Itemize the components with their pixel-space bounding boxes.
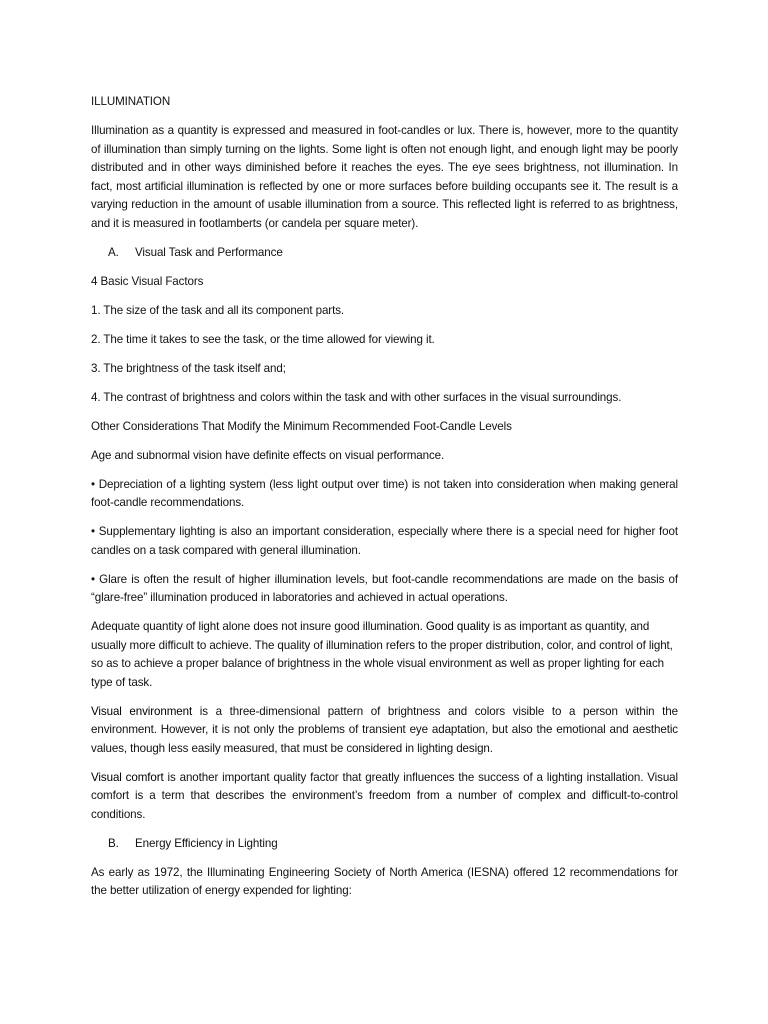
- intro-paragraph: Illumination as a quantity is expressed and measured in foot-candles or lux. There is, however, more to the quantity of illumination than simply turning on the lights. Some light is often not enough light, and enough light may be poorly distributed and in other ways diminished before it reaches the eyes. The eye sees brightness, not illumination. In fact, most artificial illumination is reflected by one or more surfaces before building occupants see it. The result is a varying reduction in the amount of usable illumination from a source. This reflected light is referred to as brightness, and it is measured in footlamberts (or candela per square meter).: [91, 124, 678, 230]
- consideration-bullet-2: • Supplementary lighting is also an important consideration, especially where there is a special need for higher foot candles on a task compared with general illumination.: [91, 525, 678, 557]
- visual-comfort-paragraph: [91, 769, 678, 825]
- considerations-heading: Other Considerations That Modify the Minimum Recommended Foot-Candle Levels: [91, 419, 512, 433]
- visual-comfort-term: Visual comfort: [91, 770, 164, 784]
- factor-item-4: 4. The contrast of brightness and colors within the task and with other surfaces in the visual surroundings.: [91, 390, 622, 404]
- document-title: ILLUMINATION: [91, 95, 171, 108]
- section-b-letter: B.: [108, 836, 119, 850]
- section-b-title: Energy Efficiency in Lighting: [135, 836, 278, 850]
- consideration-bullet-3: • Glare is often the result of higher illumination levels, but foot-candle recommendations are made on the basis of “glare-free” illumination produced in laboratories and achieved in actual operations.: [91, 572, 678, 604]
- section-a-letter: A.: [108, 245, 119, 259]
- factors-heading: 4 Basic Visual Factors: [91, 274, 204, 288]
- visual-environment-paragraph: [91, 703, 678, 759]
- document-body: [91, 93, 678, 911]
- considerations-intro: Age and subnormal vision have definite effects on visual performance.: [91, 448, 445, 462]
- quality-paragraph: [91, 618, 678, 692]
- section-b-heading: [91, 835, 678, 854]
- visual-comfort-rest: is another important quality factor that greatly influences the success of a lighting installation. Visual comfort is a term that describes the environment’s freedom from a number of complex and difficult-to-control conditions.: [91, 770, 679, 821]
- factor-item-3: 3. The brightness of the task itself and;: [91, 361, 286, 375]
- consideration-bullet-1: • Depreciation of a lighting system (less light output over time) is not taken into consideration when making general foot-candle recommendations.: [91, 477, 678, 509]
- factor-item-1: 1. The size of the task and all its component parts.: [91, 303, 345, 317]
- visual-environment-term: Visual environment: [91, 704, 193, 718]
- quality-term: Good quality: [425, 620, 490, 633]
- quality-lead: Adequate quantity of light alone does not insure good illumination.: [91, 620, 426, 633]
- section-a-title: Visual Task and Performance: [135, 245, 283, 259]
- closing-paragraph: As early as 1972, the Illuminating Engineering Society of North America (IESNA) offered 12 recommendations for the better utilization of energy expended for lighting:: [91, 865, 678, 897]
- visual-environment-rest: is a three-dimensional pattern of brightness and colors visible to a person within the environment. However, it is not only the problems of transient eye adaptation, but also the emotional and aesthetic values, though less easily measured, that must be considered in lighting design.: [91, 704, 678, 755]
- quality-rest: is as important as quantity, and usually more difficult to achieve. The quality of illumination refers to the proper distribution, color, and control of light, so as to achieve a proper balance of brightness in the whole visual environment as well as proper lighting for each type of task.: [91, 620, 673, 689]
- section-a-heading: [91, 244, 678, 263]
- factor-item-2: 2. The time it takes to see the task, or the time allowed for viewing it.: [91, 332, 435, 346]
